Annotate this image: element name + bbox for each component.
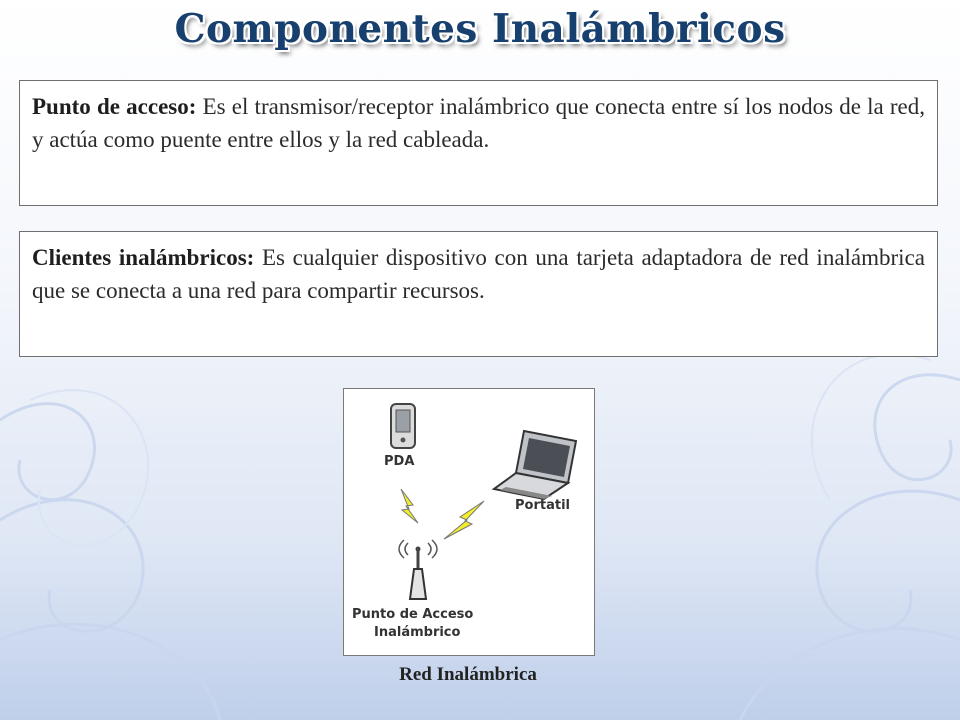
access-point-label: Inalámbrico [374,625,461,640]
pda-icon [391,404,415,448]
slide-title: Componentes Inalámbricos [174,6,786,52]
term-label: Clientes inalámbricos: [32,245,255,270]
access-point-icon [399,540,437,599]
definition-text: Es el transmisor/receptor inalámbrico que conecta entre sí los nodos de la red, y actúa como puente entre ellos y la red cableada. [32,94,925,152]
figure-caption: Red Inalámbrica [399,664,537,685]
lightning-icon [444,501,484,539]
laptop-icon [494,431,576,499]
definition-text: Es cualquier dispositivo con una tarjeta adaptadora de red inalámbrica que se conecta a una red para compartir recursos. [32,245,925,303]
laptop-label: Portatil [515,498,570,513]
term-label: Punto de acceso: [32,94,197,119]
access-point-label: Punto de Acceso [352,607,474,622]
clientes-inalambricos-definition [19,231,938,357]
lightning-icon [401,489,418,523]
wireless-network-figure [343,388,595,656]
punto-de-acceso-definition [19,80,938,206]
pda-label: PDA [384,454,415,469]
